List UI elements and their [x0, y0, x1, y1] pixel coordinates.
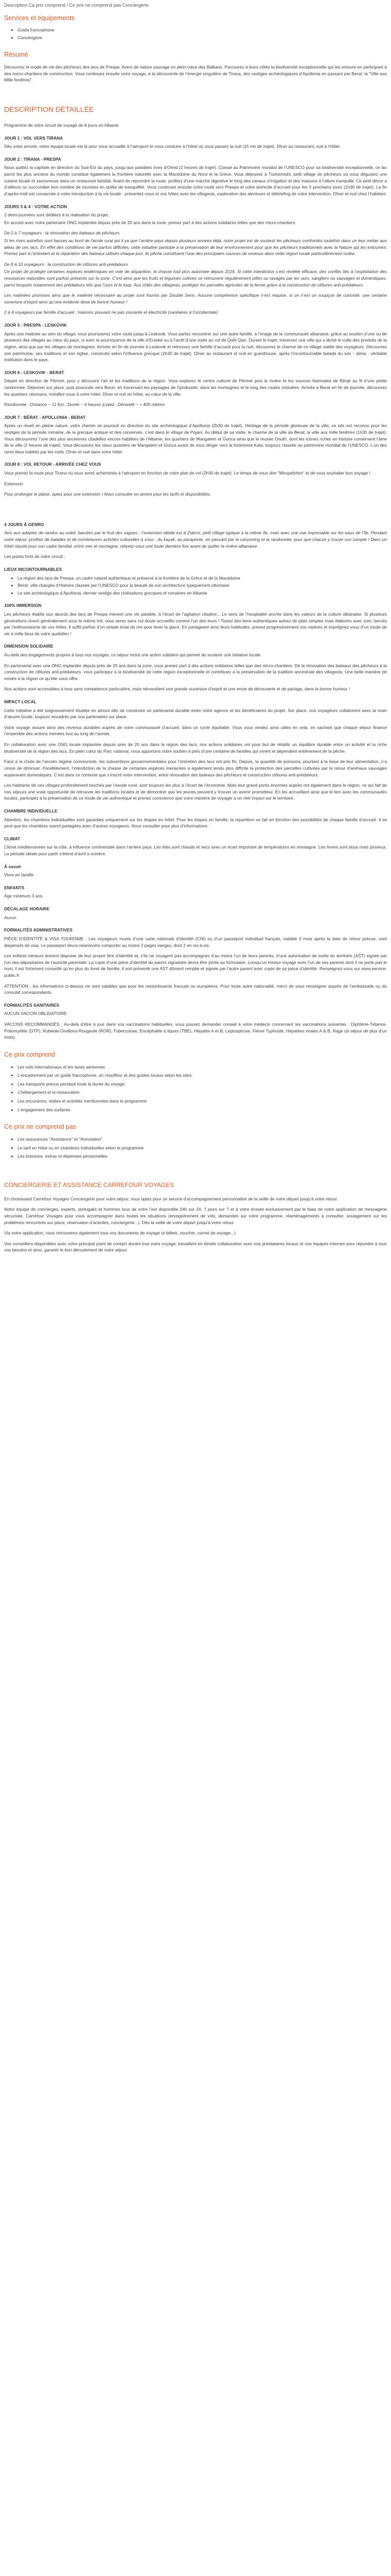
- breadcrumb: Description Ca prix comprend / Ce prix ne comprend pas Conciergerie: [4, 3, 149, 8]
- list-item: • L’hébergement et la restauration: [18, 1089, 387, 1096]
- list-item: • La région des lacs de Prespa, un cadre naturel authentique et préservé à la frontière de la Grèce et de la Macédoine: [18, 575, 387, 582]
- section-text: Les enfants mineurs doivent disposer de leur propre titre d’identité et, s’ils ne voyagent pas accompagnés d’au moins l’un de leurs parents, d’une autorisation de sortie du territoire (AST) signée par l’un des dépositaires de l’autorité parentale. La copie d’une pièce d’identité du parent signataire devra être jointe au formulaire. Lorsqu’un mineur voyage avec l’un de ses parents dont il ne porte pas le nom, il est fortement conseillé qu’en plus du livret de famille, il soit présenté une AST dûment remplie et signée par l’autre parent avec copie de sa pièce d’identité. Renseignez-vous sur www.service-public.fr: [4, 953, 387, 978]
- services-list: [4, 27, 387, 41]
- day-text: Dès votre arrivée, notre équipe locale est là pour vous accueillir à l’aéroport et vous conduire à l’hôtel où vous passez la nuit (15 mn de trajet). Dîner au restaurant, nuit à l’hôtel.: [4, 144, 341, 149]
- day-text: 2 demi-journées sont dédiées à la réalisation du projet.: [4, 212, 109, 218]
- section-text: En collaboration avec une ONG locale implantée depuis près de 20 ans dans la région des lacs, nos actions solidaires ont pour but de rétablir un équilibre durable entre un activité et la riche biodiversité de la région des lacs. En plein cœur du Parc national, nous apportons notre soutien à près d’une centaine de familles qui vivent et dépendent entièrement de la pêche.: [4, 742, 387, 754]
- day-text: Ce projet de protéger certaines espèces endémiques en voie de disparition, la chasse tout plus autorisée depuis 2016. Si cette interdiction s’est révélée efficace, des conflits liés à l’exploitation des ressources naturelles sont parfois présents sur la zone. C’est ainsi que les fruits et légumes cultivés se retrouvent régulièrement pillés ou ravagés par les ours, sangliers ou sauvages et domestiques, parmi lesquels notamment des prédateurs tels que l’ours et le loup. Aux côtés des villageois, protégez les parcelles agricoles de la ferme grâce à la construction de clôtures anti-prédateurs.: [4, 269, 387, 287]
- section-text: PIÈCE D’IDENTITÉ & VISA TOURISME : Les voyageurs munis d’une carte nationale d’identité (CNI) ou d’un passeport individuel français, valable 3 mois après la date de retour prévue, sont dispensés de visa. Le passeport devra néanmoins comporter au moins 2 pages vierges, dont 2 en vis-à-vis.: [4, 936, 387, 948]
- day-text: Nous quittez la capitale en direction du Sud-Est du pays, jusqu’aux paisibles rives d’Ohrid (2 heures de trajet). Classé au Patrimoine mondial de l’UNESCO pour sa biodiversité exceptionnelle, ce lac parmi les plus anciens du monde constitue également la frontière naturelle avec la Macédoine du Nord et la Grèce. Vous déjeunez à Tushemisht, petit village de pêcheurs où vous dégustez une cuisine locale et savoureuse dans un restaurant familial. Avant de reprendre la route, profitez d’une marche digestive le long des canaux d’irrigation et des maisons à l’allure tranquille. Ce petit décor a d’ailleurs su succomber bon nombre de touristes en quête de tranquillité. Vous continuez ensuite votre route vers Prespa et votre domicile d’accueil pour les 3 prochains jours (1h30 de trajet). La fin d’après-midi est consacrée à votre introduction à la vie locale : présentez-vous et vos hôtes avec les villageois, exploration des alentours et débriefing de votre intervention. Dîner et nuit chez l’habitant.: [4, 165, 387, 196]
- section-title: À savoir: [4, 863, 22, 869]
- day-text: De 2 à 7 voyageurs : la rénovation des bateaux de pêcheurs: [4, 230, 120, 236]
- resume-text: Découvrez le mode de vie des pêcheurs des lacs de Prespa. Avers de nature sauvage en plein cœur des Balkans. Parcourez à leurs côtés la biodiversité exceptionnelle qui les entoure en participant à des micro-chantiers de construction. Vous continuez ensuite votre voyage, à la découverte de l’énergie singulière de Tirana, des vestiges archéologiques d’Apollonia en passant par Berat, la "Ville aux Mille fenêtres".: [4, 64, 387, 83]
- section-title: ENFANTS: [4, 885, 25, 890]
- day-text: En accord avec notre partenaire ONG implantée depuis près de 20 ans dans la zone, prenez part à des actions solidaires telles que des micro-chantiers.: [4, 219, 297, 225]
- list-item: • Le site archéologique d’Apollonia, dernier vestige des civilisations grecques et romaines en Albanie: [18, 590, 387, 597]
- section-title: CLIMAT: [4, 836, 21, 841]
- section-text: Les pêcheurs établis aux abords des lacs de Prespa mènent une vie paisible, à l’écart de l’agitation citadine... Le sens de l’hospitalité ancrée dans les valeurs de la culture albanaise. Si plusieurs générations vivent généralement sous le même toit, vous serez sans nul doute accueillis comme l’un des leurs ! Tissez des liens authentiques autour de plats simples mais élaborés avec soin, bercés par l’enthousiasme de vos hôtes. Il suffit parfois d’un simple éclat de rire pour lever la glace. En partageant ainsi leurs habitudes, prenez progressivement vos repères et imprégnez-vous d’un mode de vie à mille lieux de votre quotidien !: [4, 611, 387, 636]
- day-text: Randonnée : Distance ~ 11 Km ; Durée ~ 4 heures à pied ; Dénivelé ~ + 400 mètres: [4, 402, 165, 408]
- day-title: JOUR 7 : BÉRAT - APOLLONIA - BERAT: [4, 414, 86, 420]
- day-title: JOUR 5 : PRESPA - LESKOVIK: [4, 323, 67, 328]
- day-title: JOUR 2 : TIRANA - PRESPA: [4, 156, 61, 162]
- section-text: Attention, les chambres individuelles sont garanties uniquement sur les étapes en hôtel. Pour les étapes en famille, la répartition se fait en fonction des possibilités de chaque famille d’accueil. Il se peut que les chambres soient partagées avec d’autres voyageurs. Nous consulter pour plus d’informations.: [4, 817, 387, 829]
- section-text: Face à la chute de l’ancien régime communiste, les subventions gouvernementales pour l’entretien des lacs ont pris fin. Depuis, la quantité de poissons, pourtant à la base de leur alimentation, n’a cessé de diminuer. Parallèlement, l’interdiction de la chasse de certaines espèces menacées a également tendu plus difficile la protection des parcelles cultivées par le retour d’animaux sauvages auparavant domestiques. C’est dans ce contexte que s’inscrit notre intervention, entre rénovation des bateaux des pêcheurs et construction clôtures anti-prédateurs.: [4, 759, 387, 777]
- day-title: JOUR 8 : VOL RETOUR - ARRIVÉE CHEZ VOUS: [4, 462, 101, 467]
- day-text: Vous prenez la route pour Tirana où vous serez acheminés à l’aéroport en fonction de votre plan de vol (2h30 de trajet). Le temps de vous dire "Mirupafshim" et de vous souhaiter bon voyage !: [4, 470, 370, 476]
- conciergerie-text: En choisissant Carrefour Voyages Conciergerie pour votre séjour, vous optez pour un service d’accompagnement personnalisé de la veille de votre départ jusqu’à votre retour.: [4, 1196, 338, 1201]
- section-title: FORMALITÉS ADMINISTRATIVES: [4, 927, 73, 933]
- list-item: • L’encadrement par un guide francophone, un chauffeur et des guides locaux selon les sites: [18, 1072, 387, 1079]
- list-item: • L’engagement des surfaces: [18, 1107, 387, 1113]
- list-item: • Guide francophone: [18, 27, 387, 33]
- conciergerie-text: Vos conseillers disponibles avec votre principal point de contact durant tout votre voyage, travaillent en étroite collaboration avec nos prestataires locaux et nos équipes internes pour répondre à tous vos besoins et ainsi, garantir le bon déroulement de votre séjour.: [4, 1241, 387, 1253]
- lieux-list: [4, 575, 387, 597]
- section-title: IMPACT LOCAL: [4, 699, 37, 705]
- day-title: JOURS 3 & 4 : VOTRE ACTION: [4, 204, 67, 209]
- resume-title: Résumé: [4, 51, 28, 59]
- section-text: Climat méditerranéen sur la côte, à influence continentale dans l’arrière pays. Les étés sont chauds et secs avec un écart important de températures en montagne. Les hivers sont doux mais pluvieux. La période idéale pour partir s’étend d’avril à octobre.: [4, 844, 387, 857]
- list-item: • Les vols internationaux et les taxes aériennes: [18, 1064, 387, 1071]
- list-item: • Les excursions, visites et activités mentionnées dans le programme: [18, 1098, 387, 1105]
- day-text: Les matinées promises ainsi que le matériel nécessaire au projet sont fournis par Double Sens. Aucune compétence spécifique n’est requise, si ce n’est un soupçon de curiosité, une certaine ouverture d’esprit ainsi qu’une évidente dose de bonne humeur !: [4, 293, 387, 304]
- conciergerie-text: Via notre application, vous retrouverez également tous vos documents de voyage (e-billets, voucher, carnet de voyage...): [4, 1230, 236, 1236]
- day-text: 2 à 4 voyageurs par famille d’accueil : maisons pouvant ne pas courante et électricité (sanitaires à l’occidentale): [4, 310, 218, 315]
- section-text: Les habitants de ces villages profondément touchés par l’exode rural, sont toujours les plus à l’écart de l’économie. Mais leur grand ponts énormes auprès ont également dans la région, ce qui fait de nos séjours une vraie opportunité de retrouver les traditions locales et de démontrer que les jeunes peuvent y trouver un avenir prometteur. En les accueillant ainsi que le lien avec les communautés locales, participez à la préservation de ce mode de vie authentique et prenez conscience que votre manière de voyager a un réel impact sur le territoire.: [4, 783, 387, 801]
- extension-text: Avis aux adeptes de randos au soleil, barcées par le fruit des vagues : l’extension idéale est à Zvjerni, petit village typique à la même île, mais avec une vue imprenable sur les eaux de l’île. Pendant votre séjour, profitez de balades et de nombreuses activités culturelles à vous : du kayak, au parapente, en passant par la canyoning et la randonnée, pour que chacun y trouve son compte ! Dans un hôtel réputé pour son cadre familial, entre mer et montagne, relaxez-vous une toute dernière fois avant de quitter la rivière albanaise.: [4, 530, 387, 549]
- section-text: En partenariat avec une ONG implantée depuis près de 20 ans dans la zone, vous prenez part à des actions solidaires telles que des micro-chantiers. De la rénovation des bateaux des pêcheurs à la construction de clôtures anti-prédateurs, vous participez à la biodiversité de cette région exceptionnelle et contribuez à la préservation de la tradition ancestrale des villageois. Une belle manière de rendre à la région ce qu’elle vous offre.: [4, 663, 387, 681]
- day-text: Extension: [4, 481, 23, 486]
- day-text: Si les rives autrefois sont basses au bord de l’école rural qui il ya que l’arrière-pays depuis plusieurs années déjà, notre projet est de soutenir les pêcheurs confrontés toutefois dans un leur métier aux aléas de ces lacs. En effet des conditions de vie parfois difficiles, cette initiative participe à la préservation de leur environnement pour que les pêcheurs traditionnels avec la Nature qui les entourent. Prenez part à l’entretien et la réparation des bateaux utilisés chaque jour, ils pêche constituent l’une des principales sources de revenus dans cette région rurale particulièrement isolée.: [4, 238, 387, 257]
- section-title: DIMENSION SOLIDAIRE: [4, 643, 54, 649]
- section-text: ATTENTION : les informations ci-dessus ne sont valables que pour les ressortissants français ou européens. Pour toute autre nationalité, merci de vous renseigner auprès de l’ambassade ou du consulat correspondants.: [4, 983, 387, 995]
- description-title: DESCRIPTION DÉTAILLÉE: [4, 105, 94, 114]
- day-title: JOUR 6 : LESKOVIK - BERAT: [4, 369, 64, 375]
- description-intro: Programme de votre circuit de voyage de 8 jours en Albanie: [4, 123, 119, 128]
- day-title: JOUR 1 : VOL VERS TIRANA: [4, 135, 63, 141]
- day-text: Après un réveil en pleine nature, votre chemin se poursuit en direction du site archéologique d’Apollonia (2h30 de trajet). Héritage de la période glorieuse de la ville, ce site est reconnu pour les vestiges de la période romaine, de la grecque antique et des conservés, c’est dans le village de Pojani. Au début de sa visite, le charme de la ville de Berat, la ville aux mille fenêtres (1h30 de trajet). Vous découvrirez l’une des plus anciennes citadelles encore habitées de l’Albanie, les quartiers de Mangalem et Gorica ainsi que le musée Onufri, dont les icônes riches en histoire conservent l’âme de la ville (2 heures de trajet). Vous découvrez les vieux quartiers de Mangalem et Gorica avant de vous diriger vers la forteresse Kala, toujours classée au patrimoine mondial de l’UNESCO. L’un des rares lieux habités par les civils. Dîner et nuit dans votre hôtel.: [4, 423, 387, 454]
- list-item: • Conciergerie: [18, 35, 387, 41]
- extension-title: 4 JOURS À GENRO: [4, 521, 44, 527]
- conciergerie-text: Notre équipe de concierges, experts, portugalis et hommes tous de votre l’est disponible 24h sur 24, 7 jours sur 7 et à votre écoute exclusivement par le biais de notre application de messagerie sécurisée. Carrefour Voyages pour vous accompagner dans toutes les situations (enregistrement de vols, demandes sur votre programme, réaménagements à consulter, soulagement sur les problèmes rencontrés sur place, réservation d’activités, conciergerie...). Dès la veille de votre départ jusqu’à votre retour.: [4, 1207, 387, 1225]
- section-text: AUCUN VACCIN OBLIGATOIRE: [4, 1011, 67, 1016]
- list-item: • Berat, ville chargée d’Histoire classée par l’UNESCO pour la beauté de son architecture typiquement ottomane: [18, 582, 387, 589]
- excludes-list: [4, 1136, 387, 1160]
- day-text: Départ en direction de Përmet, pour y découvrir l’art et les traditions de la région. Vous explorez le centre culturel de Përmet puis la rivière et les sources thermales de Bënjë au fil d’une petite randonnée. Déjeuner sur place, puis poursuite vers Berat, en traversant les paysages de Gjirokastër, dans les montagnes et le long des routes ondulées. Arrivée à Berat en fin de journée, découvrez les quartiers ottomans, installez-vous à votre hôtel. Dîner et nuit en hôtel, au cœur de la ville.: [4, 378, 387, 397]
- section-text: Aucun: [4, 914, 17, 920]
- day-text: Pour prolonger le plaisir, optez pour une extension ! Nous consulter en amont pour les tarifs et disponibilités.: [4, 492, 211, 497]
- section-text: Au-delà des engagements propres à tous nos voyages, ce séjour inclut une action solidaire qui permet de soutenir une initiative locale.: [4, 652, 262, 657]
- section-title: LIEUX INCONTOURNABLES: [4, 566, 62, 572]
- conciergerie-title: CONCIERGERIE ET ASSISTANCE CARREFOUR VOYAGES: [4, 1181, 174, 1189]
- section-text: Âge minimum 3 ans: [4, 893, 43, 899]
- section-text: VACCINS RECOMMANDÉS : Au-delà d’être à jour dans vos vaccinations habituelles, vous pouvez demander conseil à votre médecin concernant les vaccinations suivantes : Diphtérie-Tétanos-Poliomyélite (DTP), Rubéole-Oreillons-Rougeole (ROR), Tuberculose, Encéphalite à tiques (TBE), Hépatite A et B, Leptospirose, Fièvre Typhoïde, Hépatites virales A & B, Rage (si séjour de plus d’un mois).: [4, 1021, 387, 1040]
- section-text: Nos actions sont accessibles à tous sans compétence particulière, mais nécessitent une grande ouverture d’esprit et une envie de découverte et de partage, dans la bonne humeur !: [4, 686, 350, 692]
- list-item: • Les boissons, extras et dépenses personnelles: [18, 1153, 387, 1160]
- section-text: Cette initiative a été soigneusement étudiée en amont afin de construire un partenariat durable entre notre agence et les bénéficiaires du projet. Sur place, nos voyageurs collaborent avec la main d’œuvre locale, toujours encadrés par nos partenaires sur place.: [4, 707, 387, 720]
- services-title: Services et équipements: [4, 14, 75, 22]
- section-title: FORMALITÉS SANITAIRES: [4, 1002, 59, 1008]
- section-text: Vivre en famille: [4, 872, 34, 878]
- excludes-title: Ce prix ne comprend pas: [4, 1123, 76, 1131]
- highlights-intro: Les points forts de votre circuit :: [4, 554, 66, 560]
- includes-list: [4, 1064, 387, 1113]
- day-text: Après une matinée au sein du village, vous poursuivrez votre route jusqu’à Leskovik. Vous partez rencontrer sur une autre famille, à l’image de la communauté albanaise, grâce au soutien d’une ou de plusieurs des villages au cœur du pays, si avec la pourvoyance de la ville d’Ersekë ou à l’arrêt d’une visite au col de Qafë Qarr. Durant le trajet, traversez une ville qui a lâché le culte des produits de la région, ainsi que par les villages de montagnes. Arrivée en fin de journée à Leskovik et retrouvez une famille d’accueil pour la nuit, découvrez le charme de ce village oublié des voyageurs. Découvrez son patrimoine, ses traditions et son église, construite selon l’influence grecque (2h30 de trajet). Dîner au restaurant et nuit en guesthouse, après l’incontournable balade du soir - slima - véritable institution dans le pays.: [4, 331, 387, 363]
- section-title: DÉCALAGE HORAIRE: [4, 906, 50, 912]
- list-item: • Les transports prévus pendant toute la durée du voyage: [18, 1081, 387, 1088]
- day-text: De 8 à 10 voyageurs : la construction de clôtures anti-prédateurs: [4, 261, 128, 267]
- section-title: 100% IMMERSION: [4, 603, 42, 608]
- page: [0, 0, 391, 1253]
- list-item: • Les assurances "Assistance" et "Annulation": [18, 1136, 387, 1143]
- section-title: CHAMBRE INDIVIDUELLE: [4, 808, 58, 814]
- includes-title: Ce prix comprend: [4, 1050, 55, 1058]
- section-text: Votre voyage assure ainsi des revenus durables auprès de votre communauté d’accueil, dans un cycle équitable. Vous vous rendez ainsi utiles en cela, en sachant que chaque séjour finance l’ensemble des actions menées tout au long de l’année.: [4, 724, 387, 737]
- list-item: • Le tarif en hôtel ou en chambres individuelles selon le programme: [18, 1145, 387, 1151]
